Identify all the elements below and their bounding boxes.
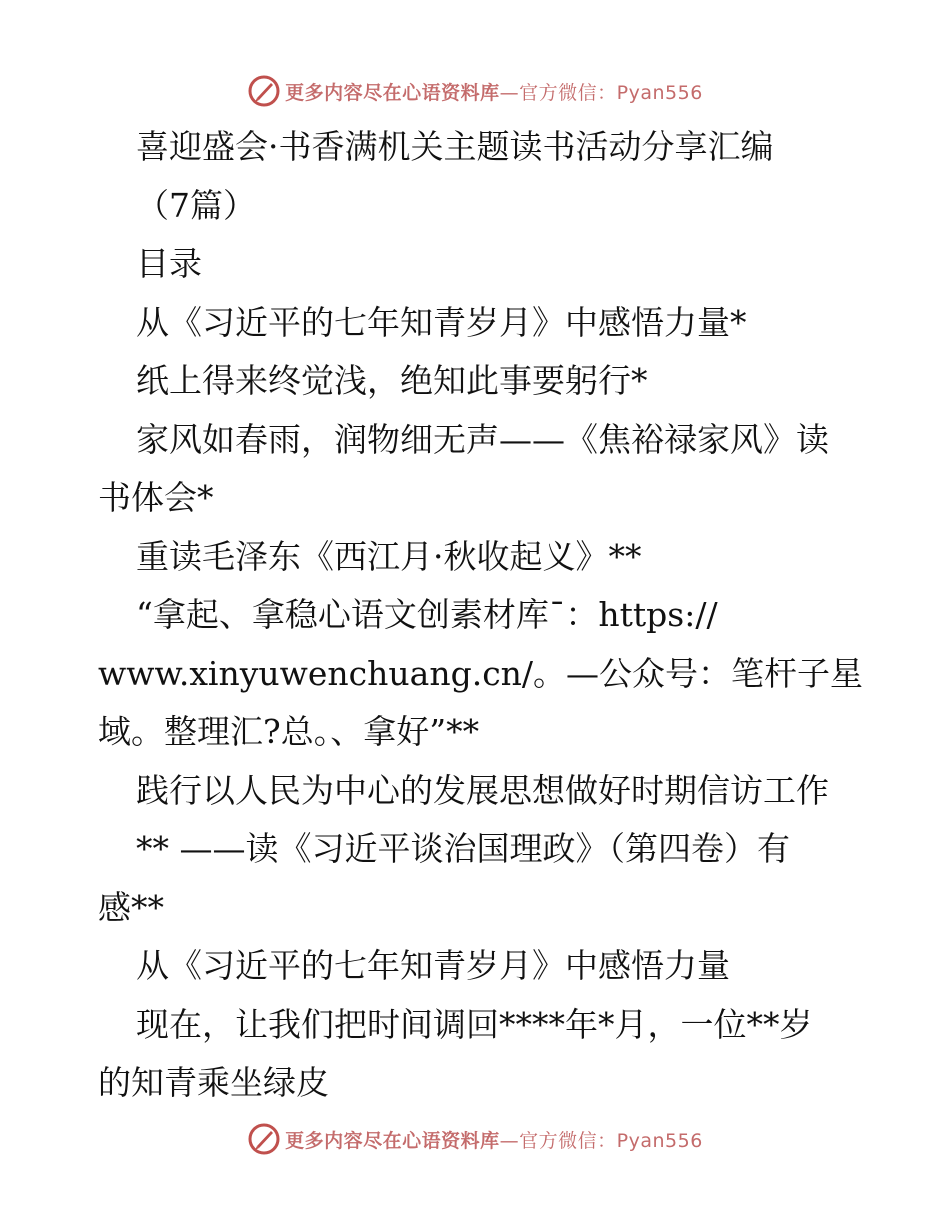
toc-item: “拿起、拿稳心语文创素材库¯：https:// (136, 595, 718, 634)
toc-item: 家风如春雨，润物细无声——《焦裕禄家风》读 (136, 419, 829, 459)
document-body (98, 118, 864, 1113)
body-paragraph-continued: 的知青乘坐绿皮 (98, 1063, 329, 1102)
header-watermark (0, 74, 950, 108)
watermark-wechat: —官方微信：Pyan556 (499, 81, 703, 104)
quill-logo-icon (247, 1122, 281, 1156)
document-subtitle: （7篇） (136, 185, 256, 225)
toc-heading: 目录 (136, 244, 202, 283)
watermark-text: 更多内容尽在心语资料库 (285, 1129, 500, 1152)
toc-item-continued: 感** (98, 887, 164, 927)
body-paragraph: 现在，让我们把时间调回****年*月，一位**岁 (136, 1004, 813, 1044)
watermark-text: 更多内容尽在心语资料库 (285, 81, 500, 104)
footer-watermark (0, 1122, 950, 1156)
toc-item-continued: 域。整理汇?总。、拿好”** (98, 712, 480, 751)
toc-item: 纸上得来终觉浅，绝知此事要躬行* (136, 361, 648, 400)
document-title: 喜迎盛会·书香满机关主题读书活动分享汇编 (136, 127, 774, 166)
toc-item-continued: ** ——读《习近平谈治国理政》（第四卷）有 (136, 829, 790, 868)
quill-logo-icon (247, 74, 281, 108)
toc-item-continued: www.xinyuwenchuang.cn/。—公众号：笔杆子星 (98, 653, 864, 693)
toc-item: 从《习近平的七年知青岁月》中感悟力量* (136, 302, 747, 342)
toc-item: 践行以人民为中心的发展思想做好时期信访工作 (136, 770, 829, 810)
section-heading: 从《习近平的七年知青岁月》中感悟力量 (136, 946, 730, 985)
toc-item: 重读毛泽东《西江月·秋收起义》** (136, 536, 642, 576)
toc-item-continued: 书体会* (98, 478, 214, 517)
watermark-wechat: —官方微信：Pyan556 (499, 1129, 703, 1152)
